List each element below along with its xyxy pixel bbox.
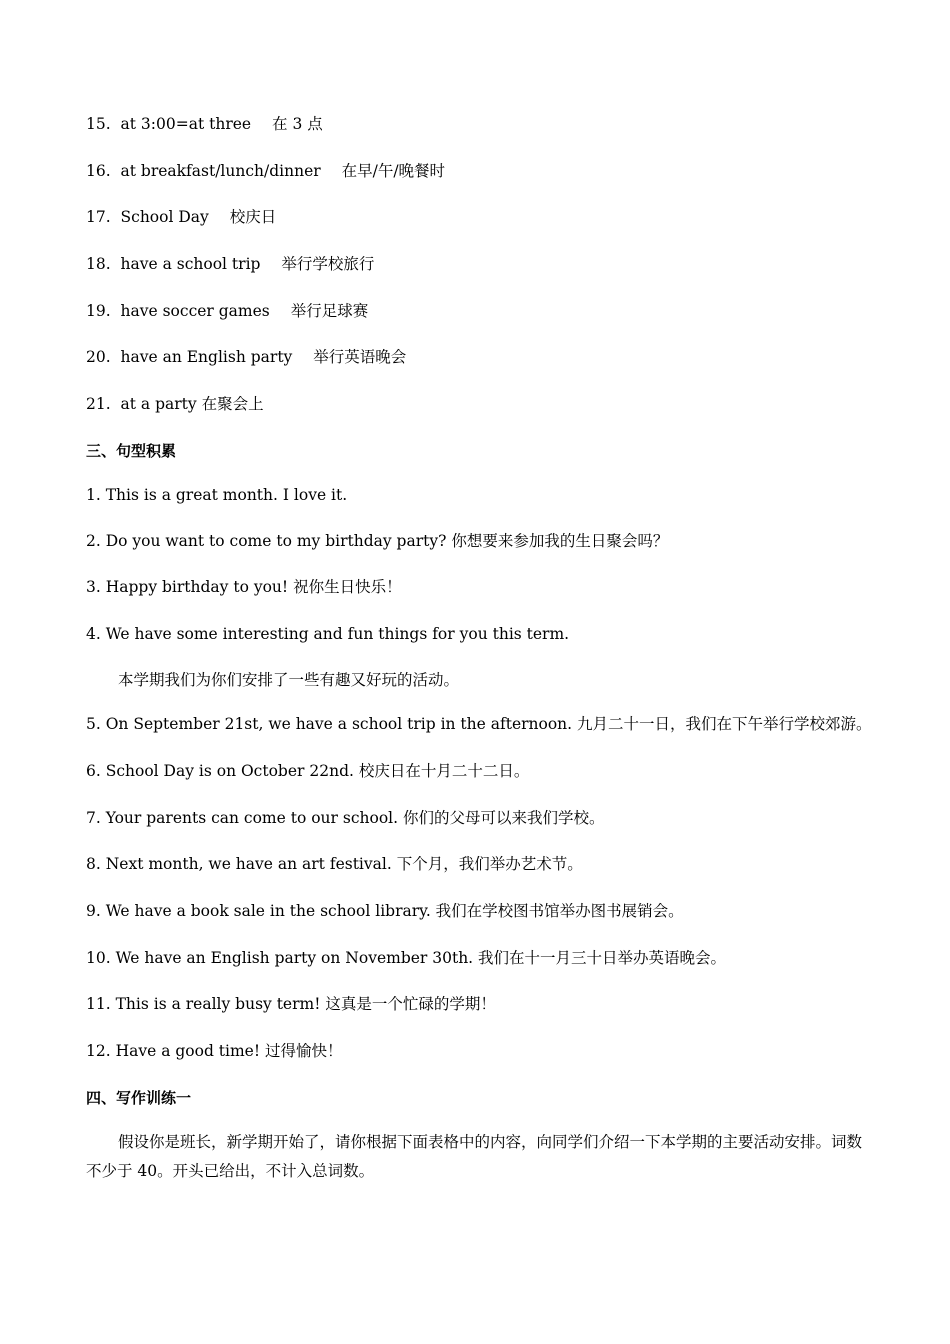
sentence-item: 4. We have some interesting and fun things for you this term. — [86, 625, 570, 643]
phrase-number: 17. — [86, 208, 111, 226]
sentence-item: 6. School Day is on October 22nd. 校庆日在十月二十二日。 — [86, 762, 530, 780]
sentence-item: 2. Do you want to come to my birthday party? 你想要来参加我的生日聚会吗？ — [86, 532, 669, 550]
sentence-item: 12. Have a good time! 过得愉快！ — [86, 1042, 343, 1060]
sentence-item: 9. We have a book sale in the school library. 我们在学校图书馆举办图书展销会。 — [86, 902, 684, 920]
phrase-item — [86, 301, 368, 321]
phrase-item — [86, 254, 374, 274]
phrase-item — [86, 347, 406, 367]
phrase-number: 15. — [86, 115, 111, 133]
phrase-number: 16. — [86, 162, 111, 180]
phrase-chinese: 在聚会上 — [201, 395, 264, 413]
phrase-number: 18. — [86, 255, 111, 273]
phrase-chinese: 在 3 点 — [272, 115, 323, 133]
phrase-english: at 3:00=at three — [120, 115, 252, 133]
phrase-item — [86, 207, 276, 227]
sentence-item: 5. On September 21st, we have a school trip in the afternoon. 九月二十一日，我们在下午举行学校郊游。 — [86, 715, 872, 733]
phrase-chinese: 举行足球赛 — [290, 302, 369, 320]
section-heading-sentences: 三、句型积累 — [86, 442, 177, 460]
phrase-number: 20. — [86, 348, 111, 366]
sentence-item: 1. This is a great month. I love it. — [86, 486, 348, 504]
phrase-english: have a school trip — [120, 255, 261, 273]
phrase-number: 19. — [86, 302, 111, 320]
phrase-number: 21. — [86, 395, 111, 413]
sentence-item: 10. We have an English party on November 30th. 我们在十一月三十日举办英语晚会。 — [86, 949, 727, 967]
sentence-translation: 本学期我们为你们安排了一些有趣又好玩的活动。 — [118, 671, 460, 689]
phrase-english: at breakfast/lunch/dinner — [120, 162, 321, 180]
section-heading-writing: 四、写作训练一 — [86, 1089, 192, 1107]
phrase-english: School Day — [120, 208, 209, 226]
phrase-item — [86, 114, 323, 134]
phrase-item — [86, 161, 445, 181]
phrase-chinese: 校庆日 — [229, 208, 277, 226]
phrase-english: have an English party — [120, 348, 293, 366]
phrase-chinese: 举行学校旅行 — [281, 255, 375, 273]
phrase-chinese: 举行英语晚会 — [313, 348, 407, 366]
sentence-item: 3. Happy birthday to you! 祝你生日快乐！ — [86, 578, 402, 596]
phrase-english: have soccer games — [120, 302, 270, 320]
phrase-english: at a party — [120, 395, 197, 413]
sentence-item: 7. Your parents can come to our school. 你们的父母可以来我们学校。 — [86, 809, 605, 827]
sentence-item: 11. This is a really busy term! 这真是一个忙碌的学期！ — [86, 995, 496, 1013]
sentence-item: 8. Next month, we have an art festival. 下个月，我们举办艺术节。 — [86, 855, 583, 873]
writing-instructions: 假设你是班长，新学期开始了，请你根据下面表格中的内容，向同学们介绍一下本学期的主要活动安排。词数不少于 40。开头已给出，不计入总词数。 — [86, 1133, 863, 1180]
phrase-chinese: 在早/午/晚餐时 — [341, 162, 446, 180]
phrase-item — [86, 394, 264, 414]
